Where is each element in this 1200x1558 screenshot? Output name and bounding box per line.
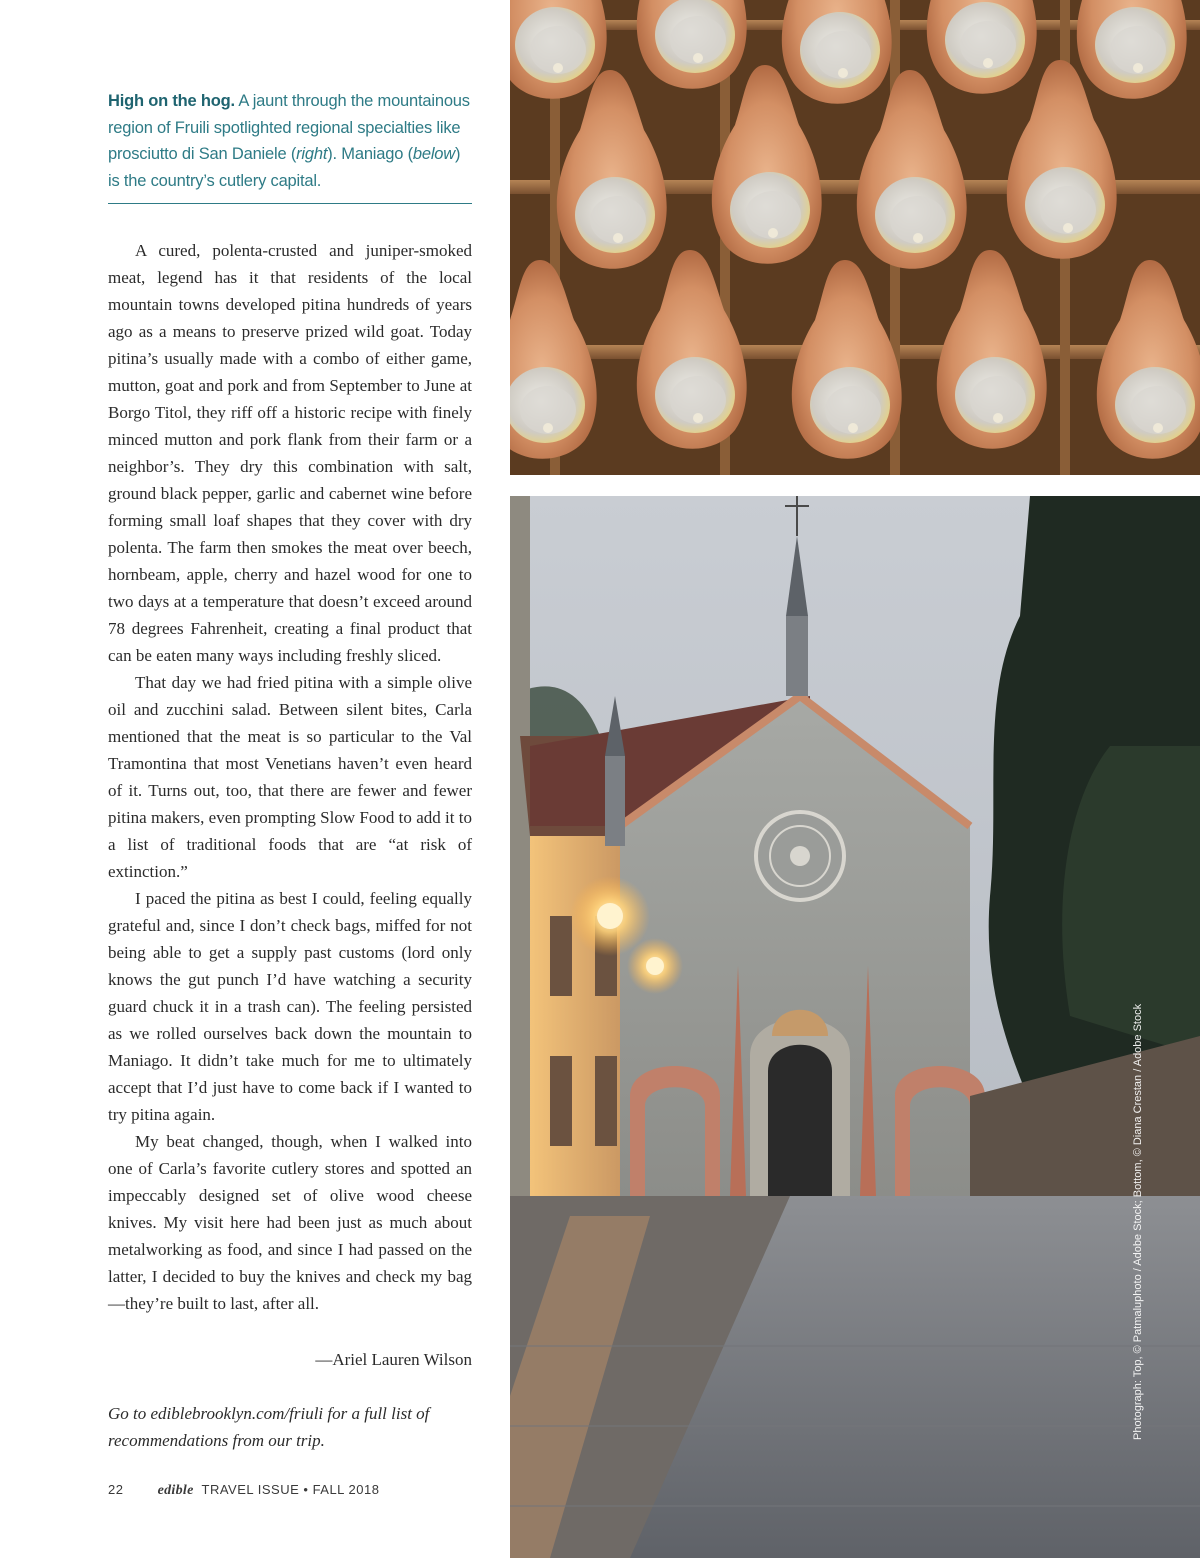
photo-credit-text: Photograph: Top, © Patmaluphoto / Adobe Stock; Bottom, © Diana Crestan / Adobe Stock bbox=[1132, 1003, 1144, 1440]
caption-lead: High on the hog. bbox=[108, 92, 235, 110]
caption-text: A jaunt through the mountainous region of Fruili spotlighted regional specialties like prosciutto di San Daniele ( bbox=[108, 92, 470, 163]
author-byline: —Ariel Lauren Wilson bbox=[315, 1350, 472, 1369]
caption-text: ) is the country’s cutlery capital. bbox=[108, 145, 461, 190]
prosciutto-illustration bbox=[510, 0, 1200, 475]
issue-season: FALL 2018 bbox=[312, 1482, 380, 1497]
caption-text: ). Maniago ( bbox=[327, 145, 413, 163]
article-paragraph: I paced the pitina as best I could, feeling equally grateful and, since I don’t check bags, miffed for not being able to get a supply past customs (lord only knows the gut punch I’d have watching a security guard chuck it in a trash can). The feeling persisted as we rolled ourselves back down the mountain to Maniago. It didn’t take much for me to ultimately accept that I’d just have to come back if I wanted to try pitina again. bbox=[108, 889, 472, 1124]
caption-emphasis-below: below bbox=[412, 145, 455, 163]
article-paragraph: That day we had fried pitina with a simple olive oil and zucchini salad. Between silent bites, Carla mentioned that the meat is so particular to the Val Tramontina that most Venetians haven’t even heard of it. Turns out, too, that there are fewer and fewer pitina makers, even prompting Slow Food to add it to a list of traditional foods that are “at risk of extinction.” bbox=[108, 673, 472, 881]
church-street-illustration bbox=[510, 496, 1200, 1558]
web-reference-note: Go to ediblebrooklyn.com/friuli for a full list of recommendations from our trip. bbox=[108, 1404, 430, 1450]
page-number: 22 bbox=[108, 1482, 124, 1497]
caption-divider bbox=[108, 203, 472, 204]
prosciutto-photo bbox=[510, 0, 1200, 475]
article-paragraph: My beat changed, though, when I walked into one of Carla’s favorite cutlery stores and spotted an impeccably designed set of olive wood cheese knives. My visit here had been just as much about metalworking as food, and since I had passed on the latter, I decided to buy the knives and check my bag—they’re built to last, after all. bbox=[108, 1132, 472, 1313]
maniago-church-photo bbox=[510, 496, 1200, 1558]
article-paragraph: A cured, polenta-crusted and juniper-smoked meat, legend has it that residents of the local mountain towns developed pitina hundreds of years ago as a means to preserve prized wild goat. Today pitina’s usually made with a combo of either game, mutton, goat and pork and from September to June at Borgo Titol, they riff off a historic recipe with finely minced mutton and pork flank from their farm or a neighbor’s. They dry this combination with salt, ground black pepper, garlic and cabernet wine before forming small loaf shapes that they cover with dry polenta. The farm then smokes the meat over beech, hornbeam, apple, cherry and hazel wood for one to two days at a temperature that doesn’t exceed around 78 degrees Fahrenheit, creating a final product that can be eaten many ways including freshly sliced. bbox=[108, 241, 472, 665]
article-body bbox=[108, 237, 472, 1317]
magazine-brand: edible bbox=[157, 1483, 194, 1498]
footer-separator: • bbox=[303, 1482, 309, 1497]
issue-title: TRAVEL ISSUE bbox=[201, 1482, 300, 1497]
caption-emphasis-right: right bbox=[296, 145, 328, 163]
page-footer bbox=[108, 1482, 379, 1499]
photo-caption bbox=[108, 88, 472, 194]
